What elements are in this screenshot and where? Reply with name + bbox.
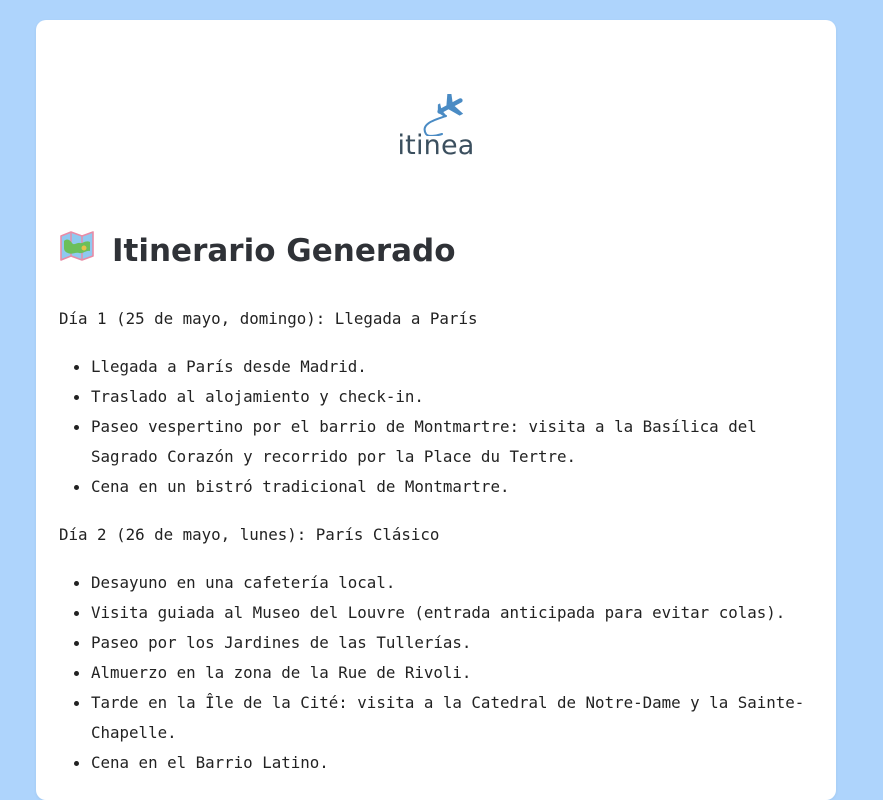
day-1-activities [59, 352, 819, 502]
itinerary-card [36, 20, 836, 800]
brand-logo [36, 94, 836, 162]
list-item: Tarde en la Île de la Cité: visita a la Catedral de Notre-Dame y la Sainte-Chapelle. [59, 688, 819, 748]
list-item: Cena en un bistró tradicional de Montmartre. [59, 472, 819, 502]
list-item: Paseo por los Jardines de las Tullerías. [59, 628, 819, 658]
list-item: Llegada a París desde Madrid. [59, 352, 819, 382]
map-icon [60, 229, 94, 273]
day-heading: Día 2 (26 de mayo, lunes): París Clásico [59, 525, 440, 544]
page-title-text: Itinerario Generado [112, 233, 456, 269]
list-item: Traslado al alojamiento y check-in. [59, 382, 819, 412]
list-item: Paseo vespertino por el barrio de Montmartre: visita a la Basílica del Sagrado Corazón y recorrido por la Place du Tertre. [59, 412, 819, 472]
list-item: Desayuno en una cafetería local. [59, 568, 819, 598]
page-title [60, 229, 456, 273]
list-item: Visita guiada al Museo del Louvre (entrada anticipada para evitar colas). [59, 598, 819, 628]
brand-name: itinea [397, 130, 475, 161]
day-heading: Día 1 (25 de mayo, domingo): Llegada a París [59, 309, 478, 328]
list-item: Cena en el Barrio Latino. [59, 748, 819, 778]
itinerary-content [59, 306, 819, 798]
day-2-activities [59, 568, 819, 778]
list-item: Almuerzo en la zona de la Rue de Rivoli. [59, 658, 819, 688]
